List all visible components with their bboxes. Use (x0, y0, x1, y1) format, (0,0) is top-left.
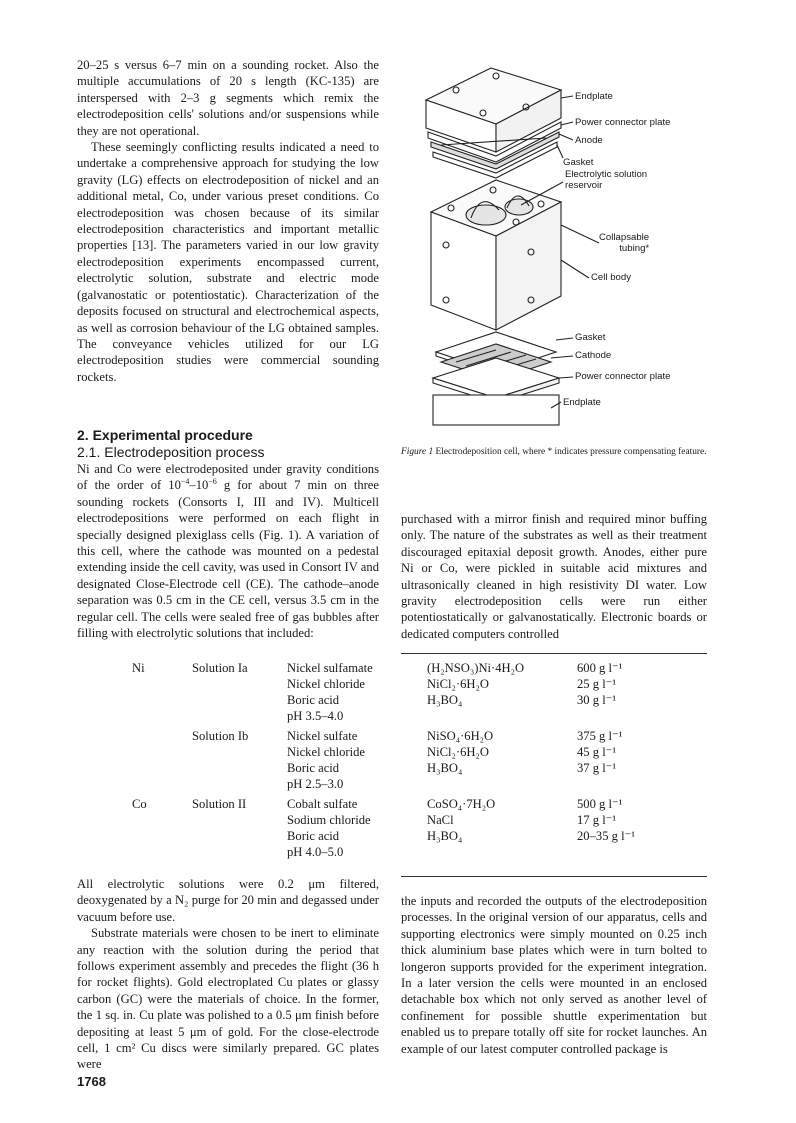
page-number: 1768 (77, 1074, 106, 1089)
label-gasket-bottom: Gasket (575, 332, 606, 343)
solution-name: Solution Ib (192, 729, 249, 743)
compound: Nickel sulfate (287, 729, 358, 743)
concentration: 25 g l⁻¹ (577, 677, 617, 691)
paragraph: Substrate materials were chosen to be inert to eliminate any reaction with the solution during the period that follows experiment assembly and precedes the flight (36 h for rocket flights). Gold electroplated Cu plates or glassy carbon (GC) were the materials of choice. In the former, the 1 sq. in. Cu plate was polished to a 0.5 μm finish before depositing at least 5 μm of gold. For the close-electrode cell, 1 cm² Cu discs were similarly prepared. GC plates were (77, 926, 379, 1072)
label-collapsable-tubing: Collapsable tubing* (599, 232, 650, 254)
compound: Nickel chloride (287, 745, 365, 759)
figure-electrodeposition-cell (401, 40, 711, 430)
compound: Boric acid (287, 693, 340, 707)
section-experimental (77, 427, 379, 641)
paragraph: the inputs and recorded the outputs of the electrodeposition processes. In the original version of our apparatus, cells and supporting electronics were simply mounted on 0.25 inch thick aluminium base plates which were in turn bolted to longeron supports provided for the experiment integration. In a later version the cells were mounted in an enclosed detachable box which not only served as another level of confinement for possible shuttle experimentation but enabled us to prepare totally off site for rocket launches. An example of our latest computer controlled package is (401, 894, 707, 1056)
concentration: 600 g l⁻¹ (577, 661, 623, 675)
left-column-bottom (77, 876, 379, 1073)
solution-ii (77, 796, 717, 864)
concentration: 17 g l⁻¹ (577, 813, 617, 827)
concentration: 375 g l⁻¹ (577, 729, 623, 743)
label-power-connector-bottom: Power connector plate (575, 371, 671, 382)
compound: Sodium chloride (287, 813, 371, 827)
label-gasket-top: Gasket (563, 157, 594, 168)
formula: H₃BO₄ (427, 693, 463, 707)
label-cathode: Cathode (575, 350, 612, 361)
table-rule-top (401, 653, 707, 654)
ph-range: pH 3.5–4.0 (287, 709, 344, 723)
paragraph: 20–25 s versus 6–7 min on a sounding rocket. Also the multiple accumulations of 20 s length (KC-135) are interspersed with 2–3 g segments which remix the electrodeposition cells' solutions and/or suspensions while they are not operational. (77, 58, 379, 138)
paragraph: These seemingly conflicting results indicated a need to undertake a comprehensive approach for studying the low gravity (LG) effects on electrodeposition of nickel and an additional metal, Co, under various preset conditions. Co electrodeposition was chosen because of its similar electrodeposition characteristics and important metallic properties [13]. The parameters varied in our low gravity electrodeposition experiments encompassed current, electrolytic solution, substrate and electric mode (galvanostatic or potentiostatic). Characterization of the deposits focused on structural and electrochemical aspects, as well as corrosion behaviour of the LG obtained samples. The conveyance vehicles utilized for our LG electrodeposition studies were commercial sounding rockets. (77, 140, 379, 384)
right-column-mid (401, 511, 707, 642)
table-rule-bottom (401, 876, 707, 877)
label-endplate-top: Endplate (575, 91, 613, 102)
label-endplate-bottom: Endplate (563, 397, 601, 408)
formula: CoSO₄·7H₂O (427, 797, 496, 811)
label-anode: Anode (575, 135, 603, 146)
figure-caption: Figure 1 Electrodeposition cell, where * indicates pressure compensating feature. (401, 447, 707, 457)
left-column-top (77, 57, 379, 385)
paragraph: purchased with a mirror finish and required minor buffing only. The nature of the substrates as well as their treatment discouraged epitaxial deposit growth. Anodes, either pure Ni or Co, were pickled in suitable acid mixtures and ultrasonically cleaned in high resistivity DI water. Low gravity electrodeposition cells were run either potentiostatically or galvanostatically. Electronic boards or dedicated computers controlled (401, 512, 707, 641)
solution-ia (77, 660, 717, 728)
ph-range: pH 2.5–3.0 (287, 777, 344, 791)
label-power-connector-top: Power connector plate (575, 117, 671, 128)
ph-range: pH 4.0–5.0 (287, 845, 344, 859)
metal-label: Ni (132, 661, 145, 675)
concentration: 30 g l⁻¹ (577, 693, 617, 707)
metal-label: Co (132, 797, 147, 811)
formula: H₃BO₄ (427, 761, 463, 775)
concentration: 37 g l⁻¹ (577, 761, 617, 775)
solutions-table (77, 660, 717, 864)
solution-name: Solution II (192, 797, 247, 811)
label-cell-body: Cell body (591, 272, 631, 283)
concentration: 20–35 g l⁻¹ (577, 829, 636, 843)
label-reservoir: Electrolytic solution reservoir (565, 169, 648, 191)
solution-name: Solution Ia (192, 661, 248, 675)
compound: Cobalt sulfate (287, 797, 358, 811)
section-title: 2. Experimental procedure (77, 427, 253, 443)
compound: Nickel sulfamate (287, 661, 373, 675)
compound: Boric acid (287, 761, 340, 775)
paragraph: Ni and Co were electrodeposited under gravity conditions of the order of $10^{-4}-10^{-6}$ g for about 7 min on three sounding rockets (Consorts I, III and IV). Multicell electrodepositions were performed on each flight in specially designed plexiglass cells (Fig. 1). A variation of this cell, where the cathode was mounted on a pedestal extending inside the cell cavity, was used in Consort IV and designated Close-Electrode cell (CE). The cathode–anode separation was 0.5 cm in the CE cell, versus 3.5 cm in the regular cell. The cells were sealed free of gas bubbles after filling with electrolytic solutions that included: (77, 462, 379, 641)
compound: Nickel chloride (287, 677, 365, 691)
subsection-title: 2.1. Electrodeposition process (77, 444, 265, 460)
formula: (H₂NSO₃)Ni·4H₂O (427, 661, 525, 675)
concentration: 500 g l⁻¹ (577, 797, 623, 811)
formula: NiSO₄·6H₂O (427, 729, 494, 743)
right-column-bottom (401, 893, 707, 1057)
solution-ib (77, 728, 717, 796)
formula: H₃BO₄ (427, 829, 463, 843)
formula: NiCl₂·6H₂O (427, 677, 489, 691)
compound: Boric acid (287, 829, 340, 843)
formula: NaCl (427, 813, 454, 827)
concentration: 45 g l⁻¹ (577, 745, 617, 759)
formula: NiCl₂·6H₂O (427, 745, 489, 759)
paragraph: All electrolytic solutions were 0.2 μm filtered, deoxygenated by a N₂ purge for 20 min and degassed under vacuum before use. (77, 877, 379, 924)
